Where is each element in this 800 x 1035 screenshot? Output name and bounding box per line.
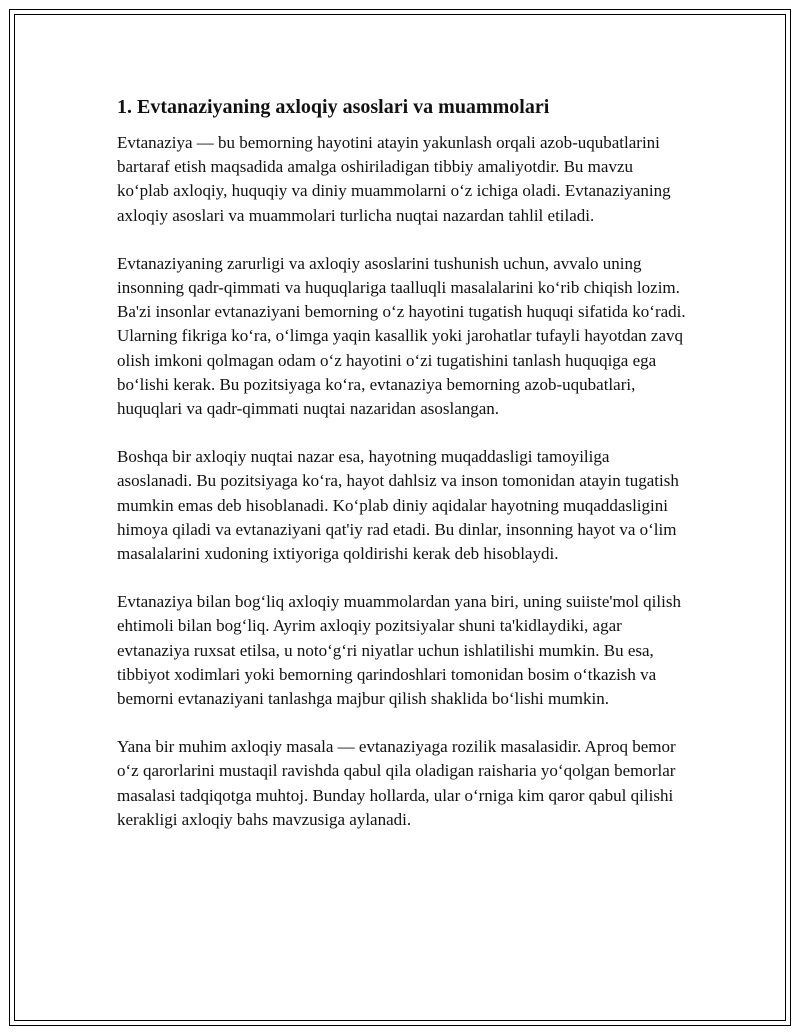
paragraph-1: Evtanaziya — bu bemorning hayotini atayin yakunlash orqali azob-uqubatlarini bartaraf etish maqsadida amalga oshiriladigan tibbiy amaliyotdir. Bu mavzu ko‘plab axloqiy, huquqiy va diniy muammolarni o‘z ichiga oladi. Evtanaziyaning axloqiy asoslari va muammolari turlicha nuqtai nazardan tahlil etiladi.	[117, 133, 671, 225]
paragraph-4: Evtanaziya bilan bog‘liq axloqiy muammolardan yana biri, uning suiiste'mol qilish ehtimoli bilan bog‘liq. Ayrim axloqiy pozitsiyalar shuni ta'kidlaydiki, agar evtanaziya ruxsat etilsa, u noto‘g‘ri niyatlar uchun ishlatilishi mumkin. Bu esa, tibbiyot xodimlari yoki bemorning qarindoshlari tomonidan bosim o‘tkazish va bemorni evtanaziyani tanlashga majbur qilish shaklida bo‘lishi mumkin.	[117, 592, 681, 709]
document-body	[117, 95, 687, 856]
section-title: 1. Evtanaziyaning axloqiy asoslari va muammolari	[117, 96, 550, 118]
paragraph-2: Evtanaziyaning zarurligi va axloqiy asoslarini tushunish uchun, avvalo uning insonning qadr-qimmati va huquqlariga taalluqli masalalarini ko‘rib chiqish lozim. Ba'zi insonlar evtanaziyani bemorning o‘z hayotini tugatish huquqi sifatida ko‘radi. Ularning fikriga ko‘ra, o‘limga yaqin kasallik yoki jarohatlar tufayli hayotdan zavq olish imkoni qolmagan odam o‘z hayotini o‘zi tugatishini tanlash huquqiga ega bo‘lishi kerak. Bu pozitsiyaga ko‘ra, evtanaziya bemorning azob-uqubatlari, huquqlari va qadr-qimmati nuqtai nazaridan asoslangan.	[117, 253, 686, 419]
paragraph-3: Boshqa bir axloqiy nuqtai nazar esa, hayotning muqaddasligi tamoyiliga asoslanadi. Bu pozitsiyaga ko‘ra, hayot dahlsiz va inson tomonidan atayin tugatish mumkin emas deb hisoblanadi. Ko‘plab diniy aqidalar hayotning muqaddasligini himoya qiladi va evtanaziyani qat'iy rad etadi. Bu dinlar, insonning hayot va o‘lim masalalarini xudoning ixtiyoriga qoldirishi kerak deb hisoblaydi.	[117, 447, 679, 564]
paragraph-5: Yana bir muhim axloqiy masala — evtanaziyaga rozilik masalasidir. Aproq bemor o‘z qarorlarini mustaqil ravishda qabul qila oladigan raisharia yo‘qolgan bemorlar masalasi tadqiqotga muhtoj. Bunday hollarda, ular o‘rniga kim qaror qabul qilishi kerakligi axloqiy bahs mavzusiga aylanadi.	[117, 737, 676, 829]
